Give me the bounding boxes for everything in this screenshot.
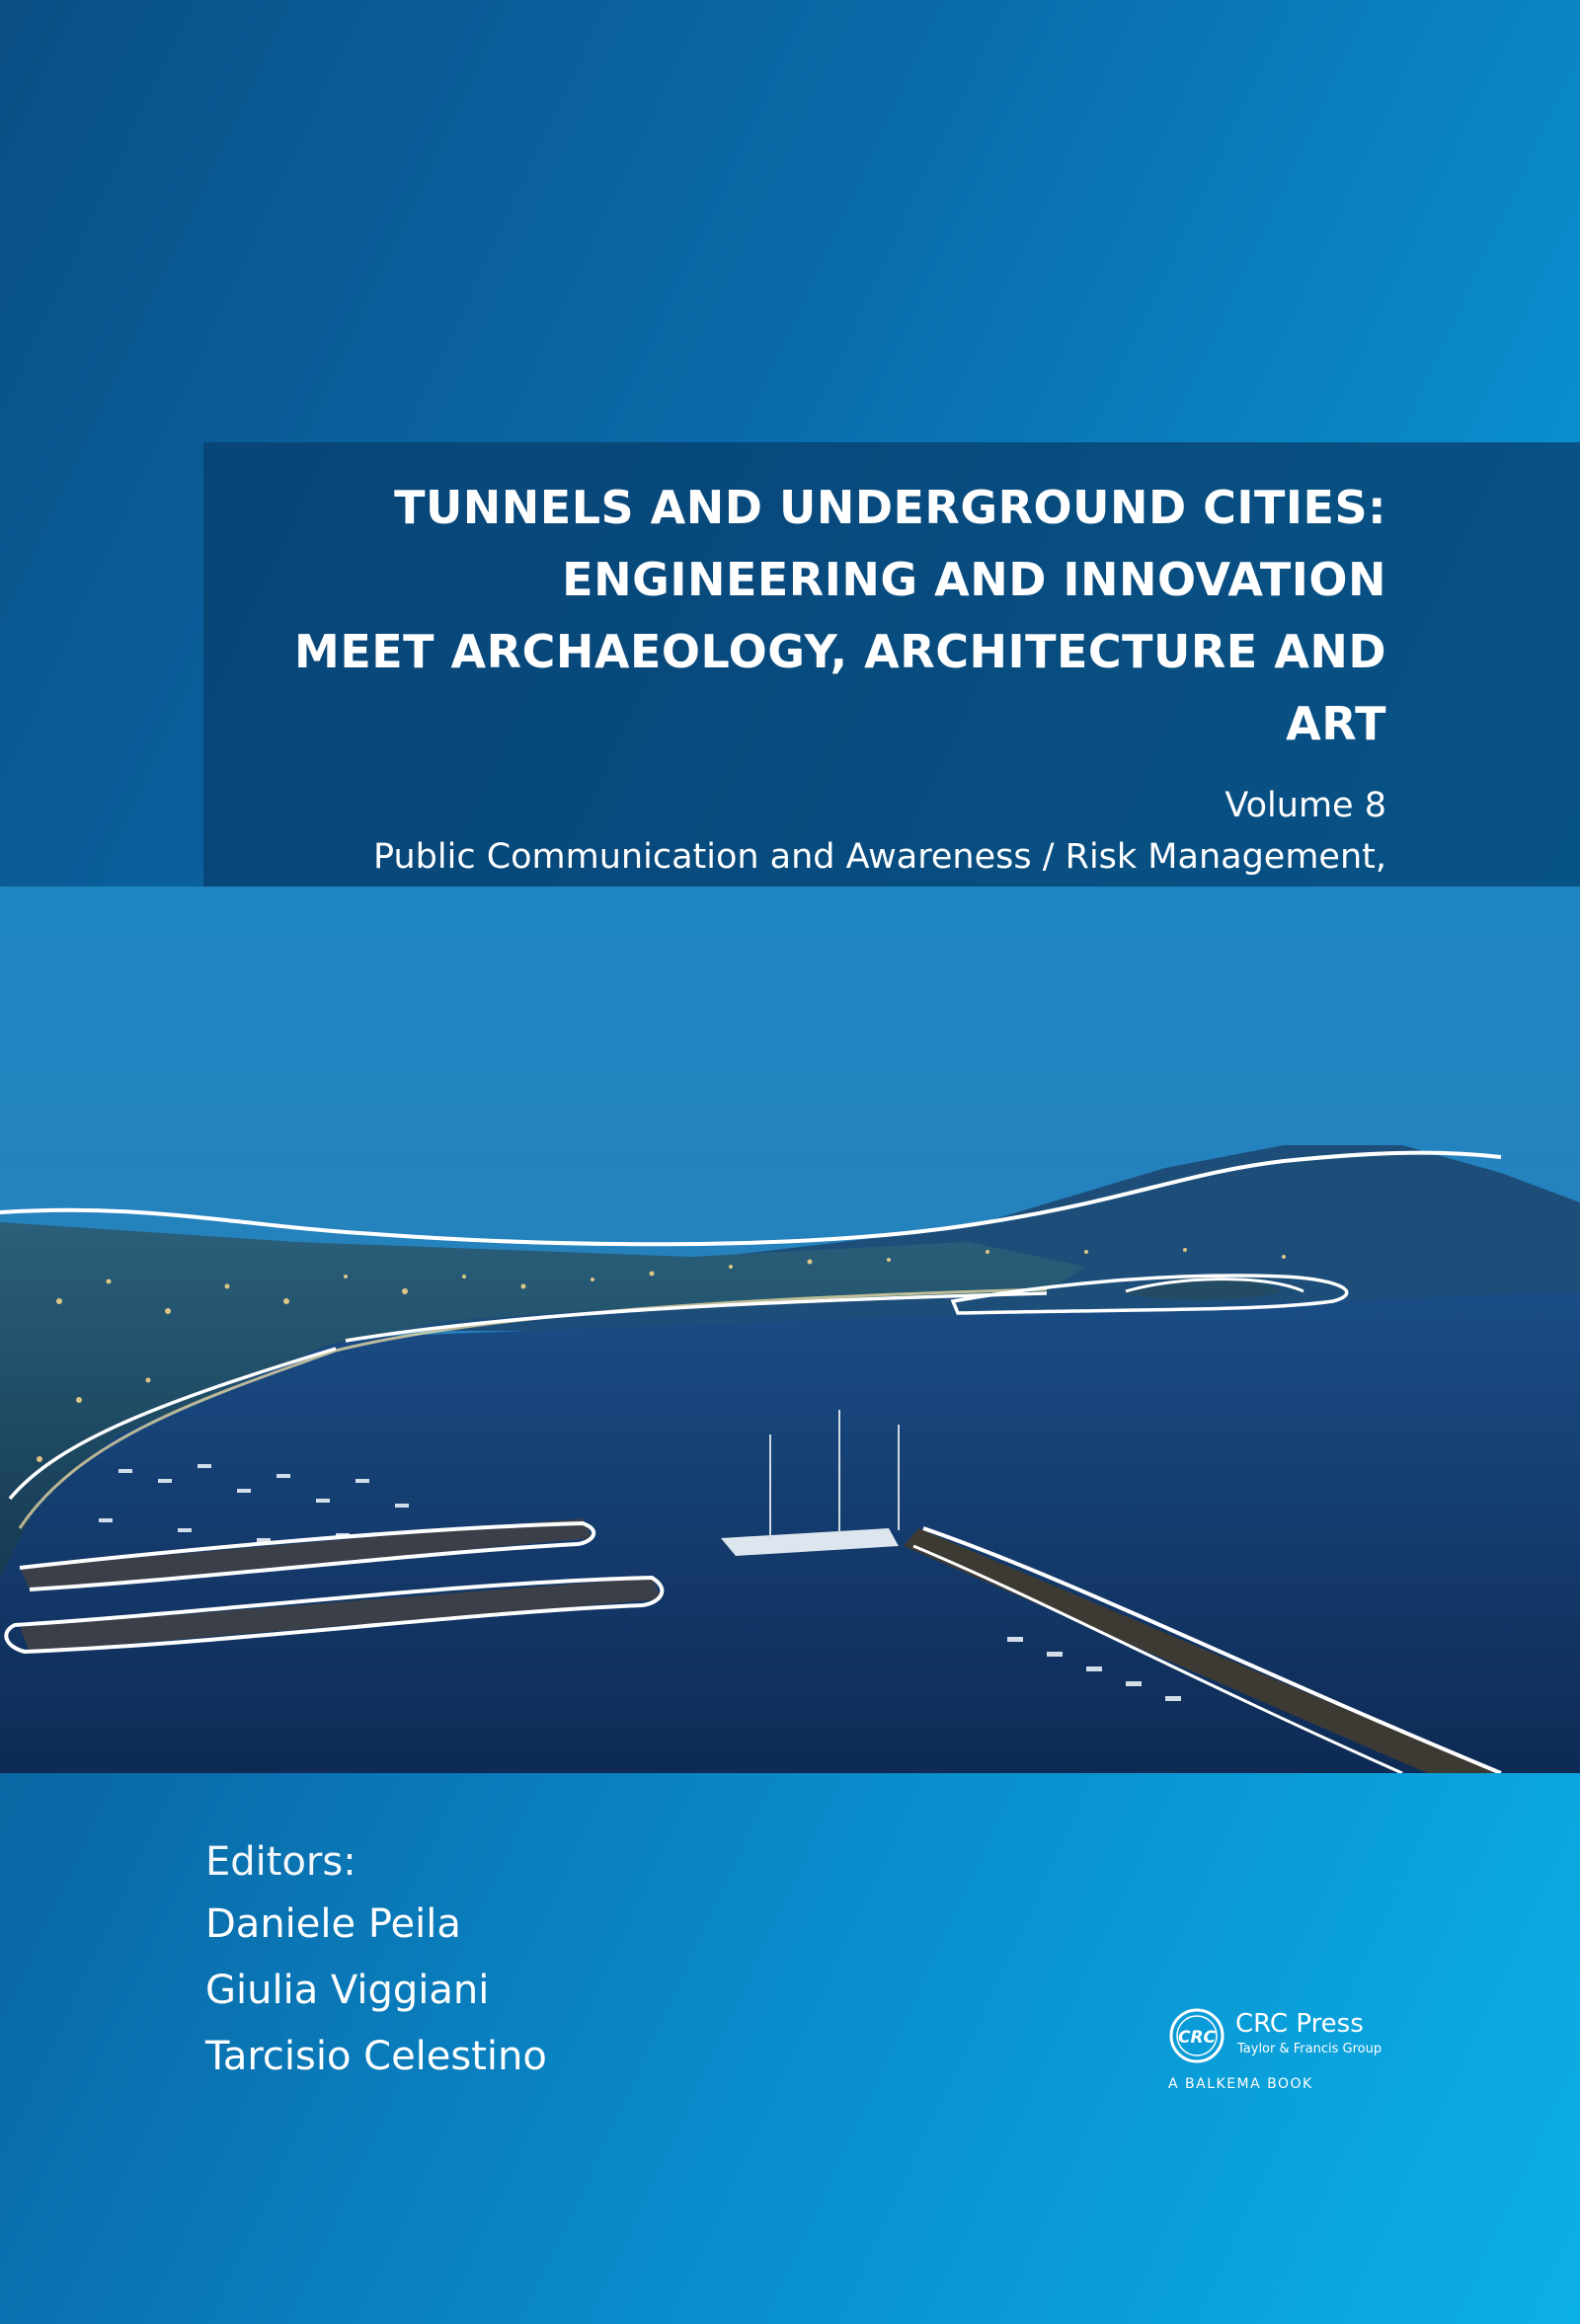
crc-logo-icon [1168, 2007, 1225, 2064]
editor-name: Daniele Peila [205, 1901, 461, 1947]
crc-badge-text: CRC [1177, 2028, 1217, 2048]
publisher-imprint: A BALKEMA BOOK [1168, 2076, 1313, 2092]
editor-name: Giulia Viggiani [205, 1968, 490, 2013]
editors-heading: Editors: [205, 1839, 356, 1885]
subtitle-line-1: Public Communication and Awareness / Risk Management, [372, 837, 1386, 877]
title-line-2: ENGINEERING AND INNOVATION [562, 553, 1386, 606]
harbour-night-photo [0, 887, 1580, 1773]
publisher-logo [1168, 2007, 1425, 2096]
title-block [221, 472, 1386, 934]
title-line-3: MEET ARCHAEOLOGY, ARCHITECTURE AND ART [294, 625, 1386, 750]
volume-number: Volume 8 [1224, 786, 1386, 825]
publisher-name: CRC Press [1235, 2009, 1364, 2039]
editors-block [205, 1832, 547, 2090]
publisher-group: Taylor & Francis Group [1237, 2042, 1382, 2056]
editor-name: Tarcisio Celestino [205, 2034, 547, 2079]
title-line-1: TUNNELS AND UNDERGROUND CITIES: [394, 481, 1386, 534]
